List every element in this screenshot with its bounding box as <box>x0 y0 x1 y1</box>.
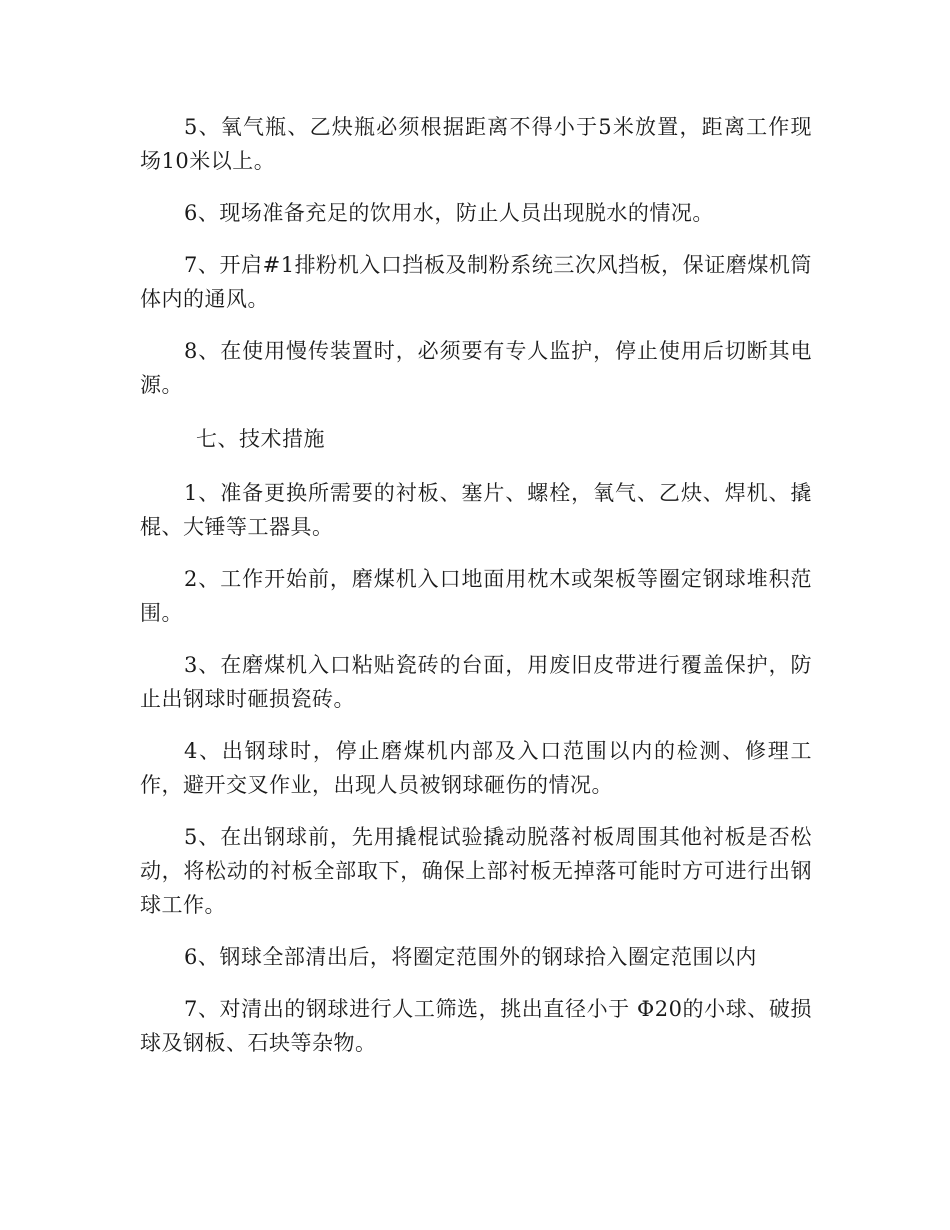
paragraph-tech-6: 6、钢球全部清出后，将圈定范围外的钢球拾入圈定范围以内 <box>184 945 757 969</box>
paragraph-tech-4: 4、出钢球时，停止磨煤机内部及入口范围以内的检测、修理工作，避开交叉作业，出现人员被钢球砸伤的情况。 <box>140 739 812 797</box>
paragraph-safety-6: 6、现场准备充足的饮用水，防止人员出现脱水的情况。 <box>184 201 714 225</box>
section-heading-technical-measures: 七、技术措施 <box>196 427 325 451</box>
paragraph-safety-7: 7、开启#1排粉机入口挡板及制粉系统三次风挡板，保证磨煤机筒体内的通风。 <box>140 253 812 311</box>
paragraph-tech-1: 1、准备更换所需要的衬板、塞片、螺栓，氧气、乙炔、焊机、撬棍、大锤等工器具。 <box>140 481 812 539</box>
paragraph-tech-2: 2、工作开始前，磨煤机入口地面用枕木或架板等圈定钢球堆积范围。 <box>140 567 812 625</box>
paragraph-safety-5: 5、氧气瓶、乙炔瓶必须根据距离不得小于5米放置，距离工作现场10米以上。 <box>140 115 812 173</box>
paragraph-tech-5: 5、在出钢球前，先用撬棍试验撬动脱落衬板周围其他衬板是否松动，将松动的衬板全部取下，确保上部衬板无掉落可能时方可进行出钢球工作。 <box>140 825 812 917</box>
paragraph-tech-3: 3、在磨煤机入口粘贴瓷砖的台面，用废旧皮带进行覆盖保护，防止出钢球时砸损瓷砖。 <box>140 653 812 711</box>
paragraph-tech-7: 7、对清出的钢球进行人工筛选，挑出直径小于 Φ20的小球、破损球及钢板、石块等杂物。 <box>140 997 812 1055</box>
paragraph-safety-8: 8、在使用慢传装置时，必须要有专人监护，停止使用后切断其电源。 <box>140 339 812 397</box>
document-body <box>140 110 812 1060</box>
